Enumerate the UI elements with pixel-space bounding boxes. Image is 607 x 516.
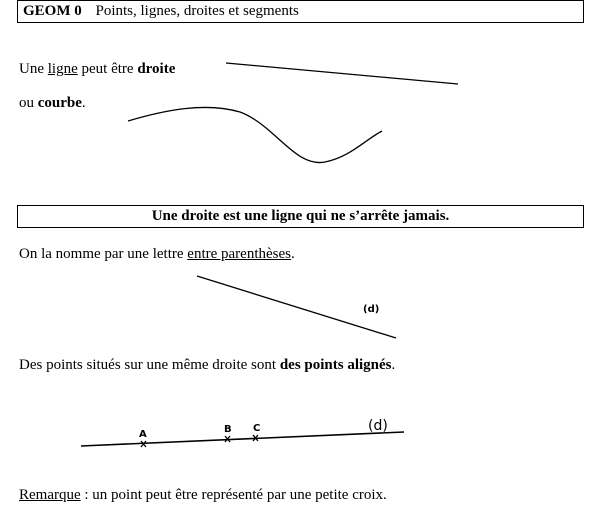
line-d-label: (d) bbox=[363, 304, 380, 315]
underlined-term: ligne bbox=[47, 61, 78, 77]
bold-term: droite bbox=[137, 61, 176, 77]
line-d-label-2: (d) bbox=[368, 418, 388, 434]
lesson-title: Points, lignes, droites et segments bbox=[95, 3, 299, 19]
curved-line-example bbox=[128, 107, 382, 162]
text-fragment: On la nomme par une lettre bbox=[19, 246, 188, 262]
remark-body: : un point peut être représenté par une petite croix. bbox=[80, 487, 387, 503]
text-fragment: . bbox=[391, 357, 396, 373]
point-a-label: A bbox=[139, 429, 147, 440]
definition-box: Une droite est une ligne qui ne s’arrête jamais. bbox=[17, 205, 584, 228]
line-d-with-points bbox=[81, 432, 404, 446]
text-fragment: ou bbox=[19, 95, 38, 111]
point-b-label: B bbox=[224, 424, 232, 435]
bold-term: des points alignés bbox=[279, 357, 392, 373]
bold-term: courbe bbox=[37, 95, 82, 111]
text-fragment: . bbox=[290, 246, 295, 262]
straight-line-example bbox=[226, 63, 458, 84]
text-fragment: Une bbox=[19, 61, 48, 77]
text-fragment: Des points situés sur une même droite sont bbox=[19, 357, 280, 373]
remark-label: Remarque bbox=[19, 487, 81, 503]
text-fragment: . bbox=[81, 95, 86, 111]
lesson-code: GEOM 0 bbox=[23, 3, 82, 19]
text-fragment: peut être bbox=[77, 61, 138, 77]
underlined-term: entre parenthèses bbox=[187, 246, 291, 262]
point-c-label: C bbox=[253, 423, 261, 434]
